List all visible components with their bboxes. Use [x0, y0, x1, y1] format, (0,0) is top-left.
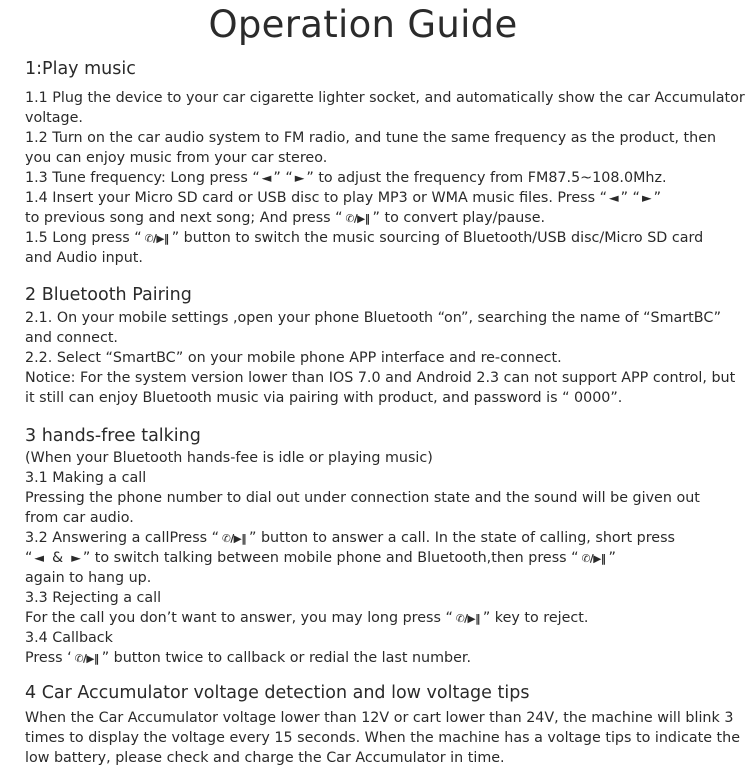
- text-fragment: ”: [653, 190, 662, 206]
- call-play-pause-icon: ✆/▶‖: [222, 533, 247, 545]
- text-line: [25, 648, 743, 669]
- text-line: voltage.: [25, 110, 83, 126]
- text-fragment: ” button to answer a call. In the state of calling, short press: [249, 530, 676, 546]
- text-fragment: For the call you don’t want to answer, you may long press “: [25, 610, 453, 626]
- text-line: [25, 188, 743, 208]
- text-fragment: Press ‘: [25, 650, 72, 666]
- text-line: 2.1. On your mobile settings ,open your phone Bluetooth “on”, searching the name of “SmartBC”: [25, 310, 721, 326]
- text-line: [25, 528, 743, 549]
- text-line: 2.2. Select “SmartBC” on your mobile phone APP interface and re-connect.: [25, 350, 562, 366]
- text-line: Pressing the phone number to dial out under connection state and the sound will be given out: [25, 490, 700, 506]
- text-line: and connect.: [25, 330, 118, 346]
- previous-icon: ◄: [261, 170, 272, 185]
- text-fragment: ” to convert play/pause.: [372, 210, 546, 226]
- text-fragment: 1.4 Insert your Micro SD card or USB disc to play MP3 or WMA music files. Press “: [25, 190, 607, 206]
- text-line: 1.2 Turn on the car audio system to FM radio, and tune the same frequency as the product, then: [25, 130, 717, 146]
- text-line: [25, 208, 743, 229]
- text-line: and Audio input.: [25, 250, 143, 266]
- text-line: from car audio.: [25, 510, 134, 526]
- text-fragment: ” to adjust the frequency from FM87.5~108.0Mhz.: [306, 170, 667, 186]
- section-4-heading: 4 Car Accumulator voltage detection and low voltage tips: [25, 683, 530, 703]
- text-line: [25, 228, 743, 249]
- previous-icon: ◄: [608, 190, 619, 205]
- text-line: you can enjoy music from your car stereo.: [25, 150, 328, 166]
- text-line: [25, 608, 743, 629]
- text-fragment: 1.3 Tune frequency: Long press “: [25, 170, 260, 186]
- text-line: 3.3 Rejecting a call: [25, 590, 162, 606]
- text-fragment: “: [25, 550, 33, 566]
- text-fragment: to previous song and next song; And press “: [25, 210, 343, 226]
- text-line: [25, 168, 743, 188]
- text-fragment: ” “: [620, 190, 640, 206]
- text-fragment: &: [52, 550, 64, 566]
- text-line: it still can enjoy Bluetooth music via pairing with product, and password is “ 0000”.: [25, 390, 623, 406]
- text-line: Notice: For the system version lower than IOS 7.0 and Android 2.3 can not support APP control, but: [25, 370, 736, 386]
- page-title: Operation Guide: [208, 3, 518, 46]
- text-fragment: 1.5 Long press “: [25, 230, 142, 246]
- call-play-pause-icon: ✆/▶‖: [455, 613, 480, 625]
- text-line: (When your Bluetooth hands-fee is idle or playing music): [25, 450, 433, 466]
- previous-icon: ◄: [34, 550, 45, 565]
- text-fragment: ” button to switch the music sourcing of Bluetooth/USB disc/Micro SD card: [171, 230, 704, 246]
- text-fragment: ” to switch talking between mobile phone and Bluetooth,then press “: [82, 550, 579, 566]
- call-play-pause-icon: ✆/▶‖: [144, 233, 169, 245]
- text-line: 1.1 Plug the device to your car cigarette lighter socket, and automatically show the car Accumulator: [25, 90, 745, 106]
- next-icon: ►: [641, 190, 652, 205]
- call-play-pause-icon: ✆/▶‖: [345, 213, 370, 225]
- text-line: times to display the voltage every 15 seconds. When the machine has a voltage tips to indicate the: [25, 730, 740, 746]
- next-icon: ►: [294, 170, 305, 185]
- text-fragment: 3.2 Answering a callPress “: [25, 530, 220, 546]
- next-icon: ►: [71, 550, 81, 565]
- text-line: When the Car Accumulator voltage lower than 12V or cart lower than 24V, the machine will blink 3: [25, 710, 734, 726]
- text-line: [25, 548, 743, 569]
- text-fragment: ” “: [273, 170, 293, 186]
- text-line: again to hang up.: [25, 570, 152, 586]
- call-play-pause-icon: ✆/▶‖: [581, 553, 606, 565]
- section-2-heading: 2 Bluetooth Pairing: [25, 285, 192, 305]
- text-line: low battery, please check and charge the Car Accumulator in time.: [25, 750, 505, 766]
- section-3-heading: 3 hands-free talking: [25, 426, 201, 446]
- text-fragment: ” key to reject.: [482, 610, 589, 626]
- text-line: 3.4 Callback: [25, 630, 113, 646]
- text-line: 3.1 Making a call: [25, 470, 147, 486]
- text-fragment: ” button twice to callback or redial the last number.: [101, 650, 472, 666]
- text-fragment: ”: [608, 550, 616, 566]
- section-1-heading: 1:Play music: [25, 59, 136, 79]
- call-play-pause-icon: ✆/▶‖: [74, 653, 99, 665]
